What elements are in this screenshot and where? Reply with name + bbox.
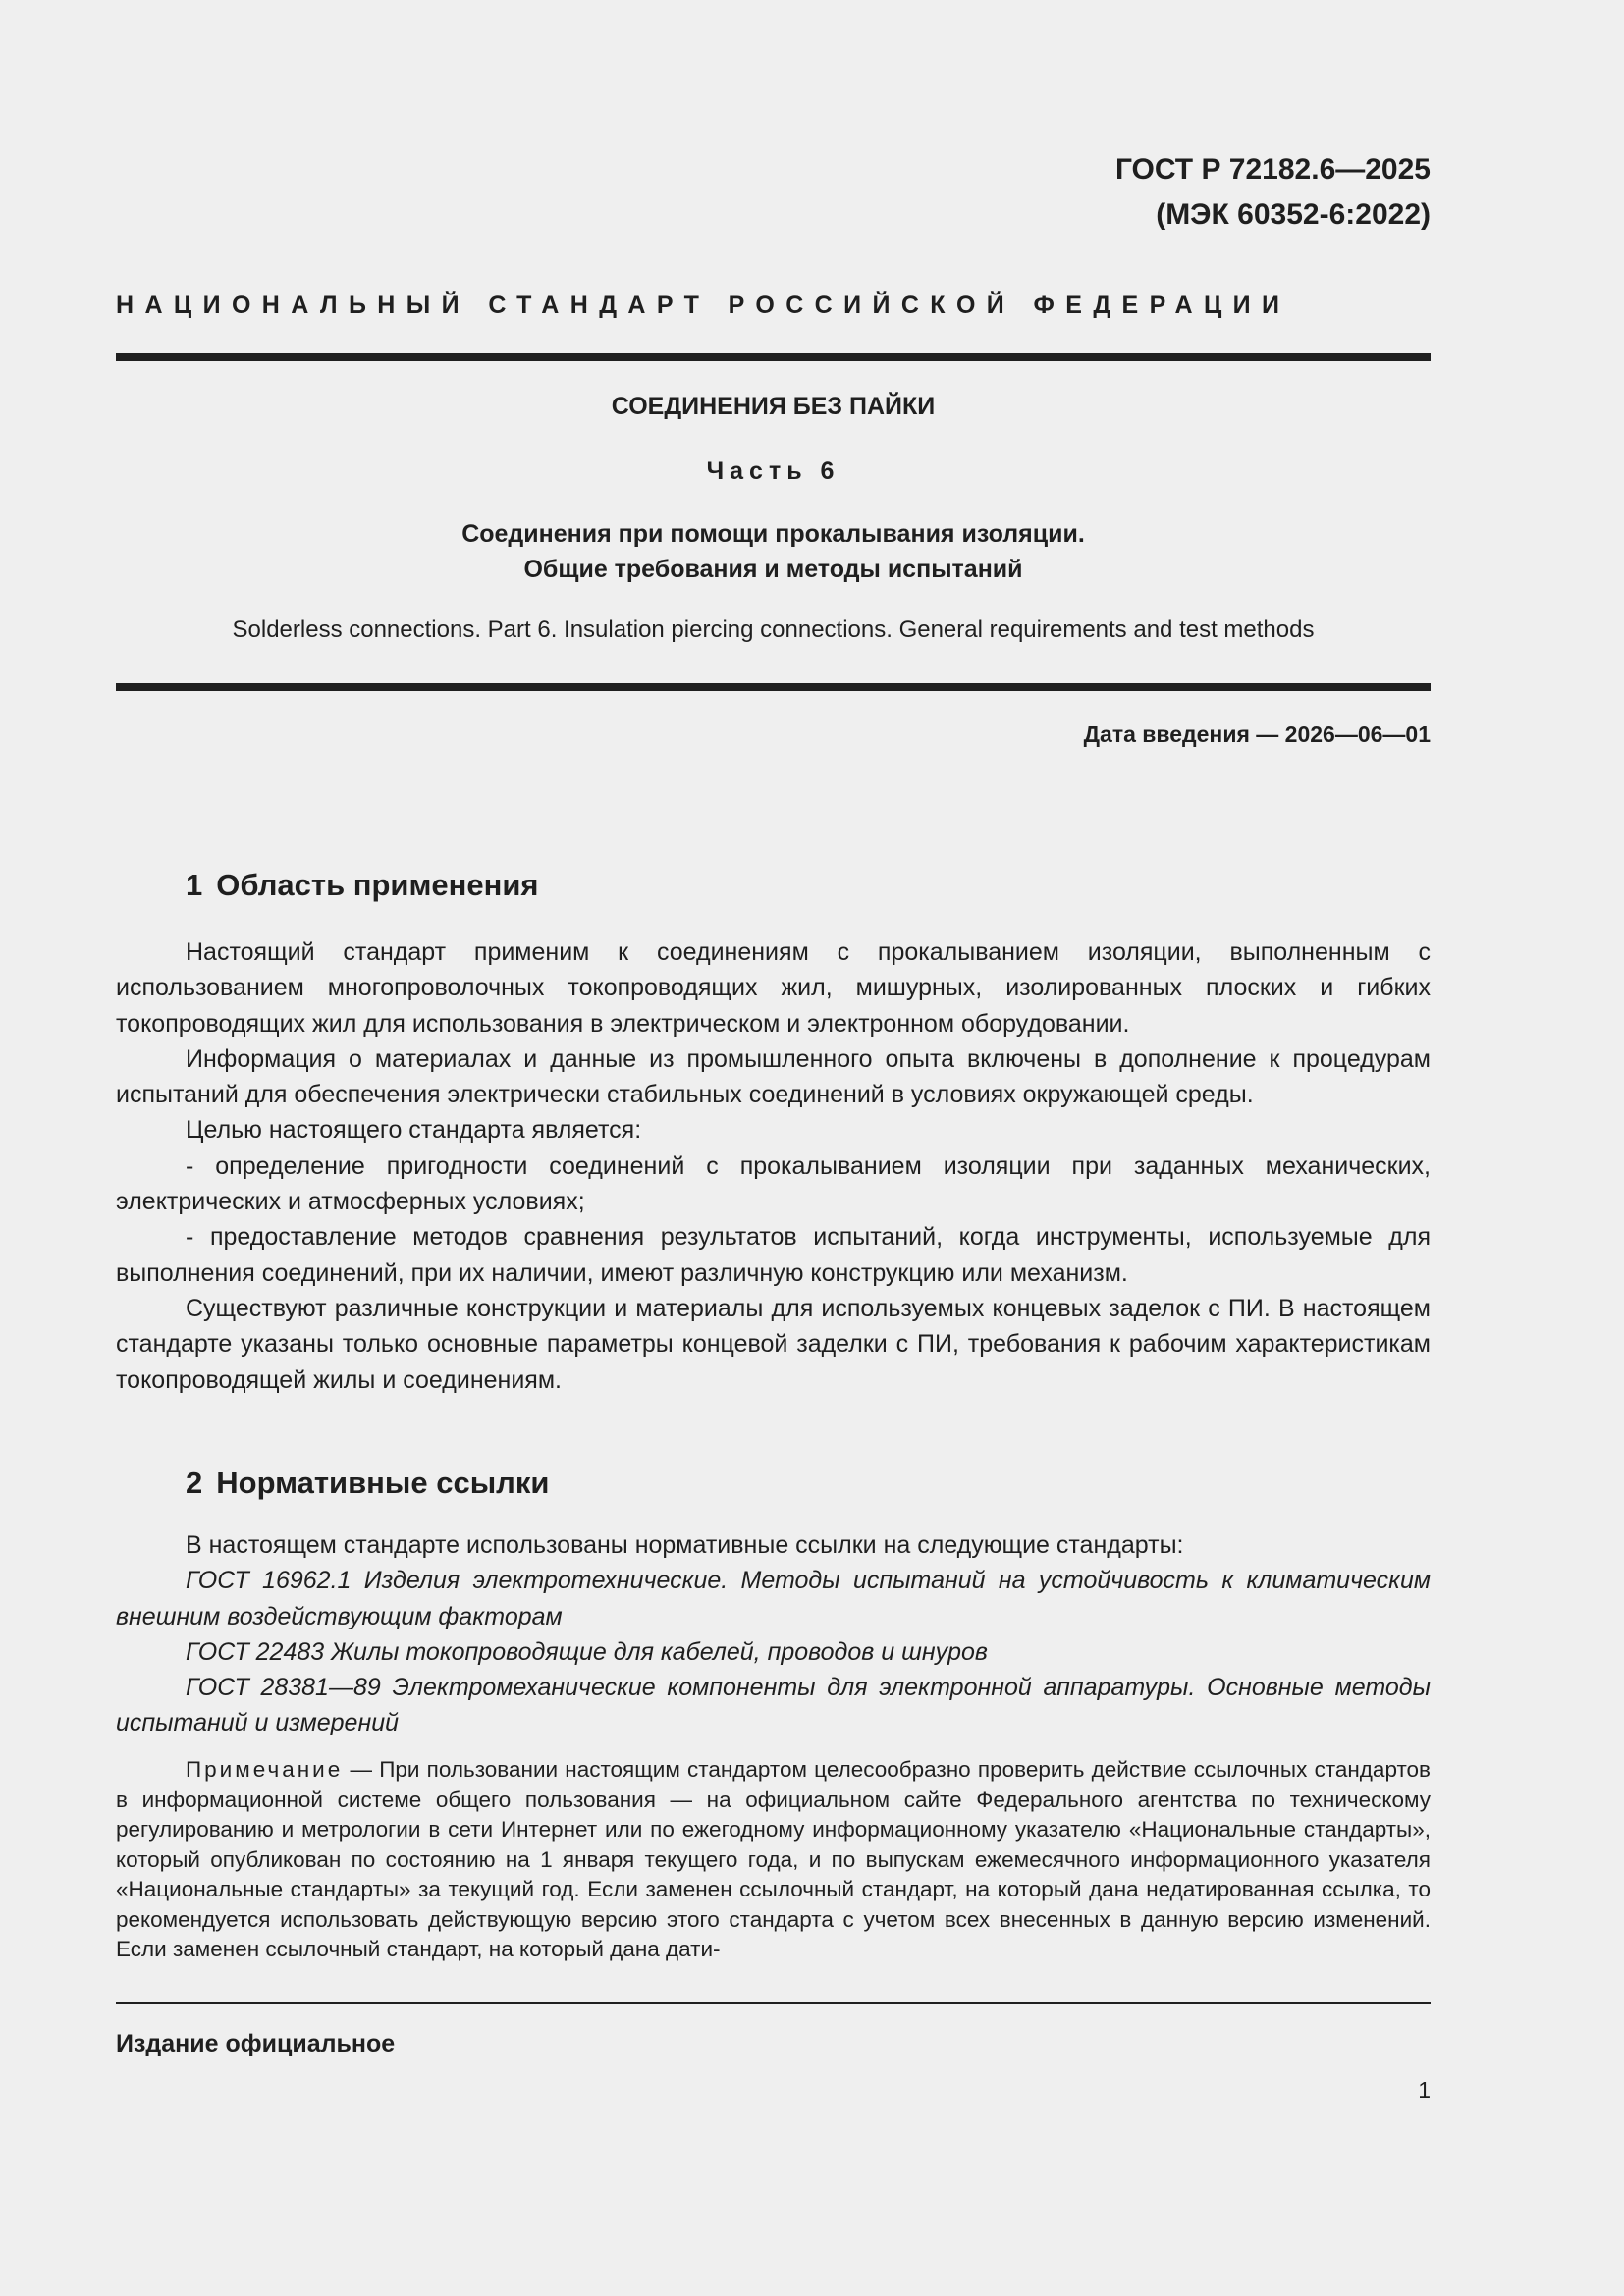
list-item: - определение пригодности соединений с прокалыванием изоляции при заданных механических, электрических и атмосферных условиях; [116, 1151, 1431, 1216]
title-divider [116, 683, 1431, 691]
section-1-body [116, 934, 1431, 1398]
paragraph: Существуют различные конструкции и материалы для используемых концевых заделок с ПИ. В настоящем стандарте указаны только основные параметры концевой заделки с ПИ, требования к рабочим характеристикам токопроводящей жилы и соединениям. [116, 1294, 1431, 1394]
reference-item: ГОСТ 16962.1 Изделия электротехнические. Методы испытаний на устойчивость к климатическим внешним воздействующим факторам [116, 1567, 1431, 1630]
subtitle-line-1: Соединения при помощи прокалывания изоляции. [461, 520, 1085, 548]
subtitle-line-2: Общие требования и методы испытаний [523, 556, 1023, 583]
gost-code-block [1115, 147, 1431, 238]
document-subtitle [116, 516, 1431, 587]
paragraph: Настоящий стандарт применим к соединениям с прокалыванием изоляции, выполненным с использованием многопроволочных токопроводящих жил, мишурных, изолированных плоских и гибких токопроводящих жил для использования в электрическом и электронном оборудовании. [116, 938, 1431, 1038]
note-text: — При пользовании настоящим стандартом целесообразно проверить действие ссылочных стандартов в информационной системе общего пользования — на официальном сайте Федерального агентства по техническому регулированию и метрологии в сети Интернет или по ежегодному информационному указателю «Национальные стандарты», который опубликован по состоянию на 1 января текущего года, и по выпускам ежемесячного информационного указателя «Национальные стандарты» за текущий год. Если заменен ссылочный стандарт, на который дана недатированная ссылка, то рекомендуется использовать действующую версию этого стандарта с учетом всех внесенных в данную версию изменений. Если заменен ссылочный стандарт, на который дана дати- [116, 1757, 1431, 1961]
document-title: СОЕДИНЕНИЯ БЕЗ ПАЙКИ [611, 393, 936, 420]
section-number: 2 [186, 1466, 203, 1500]
english-title: Solderless connections. Part 6. Insulation piercing connections. General requirements and test methods [232, 616, 1315, 643]
section-2-heading [186, 1466, 549, 1501]
part-label: Часть 6 [706, 457, 840, 485]
section-title: Нормативные ссылки [216, 1466, 550, 1500]
introduction-date: Дата введения — 2026—06—01 [1083, 721, 1431, 747]
footer-divider [116, 2002, 1431, 2004]
section-number: 1 [186, 868, 203, 902]
gost-number: ГОСТ Р 72182.6—2025 [1114, 153, 1431, 186]
note-label: Примечание [186, 1757, 344, 1782]
paragraph: Целью настоящего стандарта является: [186, 1116, 642, 1145]
note-block [116, 1755, 1431, 1965]
paragraph: В настоящем стандарте использованы нормативные ссылки на следующие стандарты: [186, 1531, 1184, 1559]
section-1-heading [186, 868, 539, 903]
paragraph: Информация о материалах и данные из промышленного опыта включены в дополнение к процедурам испытаний для обеспечения электрически стабильных соединений в условиях окружающей среды. [116, 1044, 1431, 1109]
top-divider [116, 353, 1431, 361]
iec-number: (МЭК 60352-6:2022) [1156, 198, 1431, 231]
page-number: 1 [1418, 2077, 1431, 2103]
section-title: Область применения [216, 868, 539, 902]
national-standard-heading: НАЦИОНАЛЬНЫЙ СТАНДАРТ РОССИЙСКОЙ ФЕДЕРАЦИИ [116, 292, 1291, 319]
note-paragraph [116, 1755, 1431, 1965]
edition-label: Издание официальное [116, 2030, 396, 2057]
list-item: - предоставление методов сравнения результатов испытаний, когда инструменты, используемые для выполнения соединений, при их наличии, имеют различную конструкцию или механизм. [116, 1223, 1431, 1287]
reference-item: ГОСТ 22483 Жилы токопроводящие для кабелей, проводов и шнуров [186, 1637, 988, 1666]
reference-item: ГОСТ 28381—89 Электромеханические компоненты для электронной аппаратуры. Основные методы испытаний и измерений [116, 1674, 1431, 1737]
section-2-body [116, 1527, 1431, 1741]
